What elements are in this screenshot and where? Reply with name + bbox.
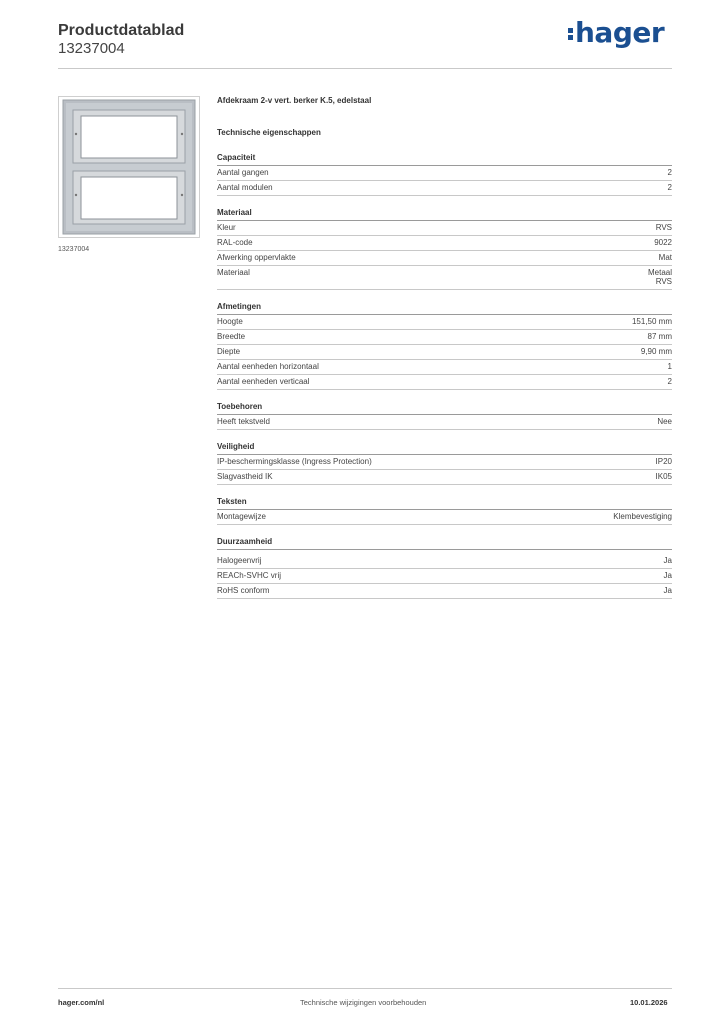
- spec-row: [217, 569, 672, 584]
- spec-value: 9,90 mm: [640, 347, 672, 356]
- footer-date: 10.01.2026: [630, 998, 668, 1007]
- spec-row: [217, 266, 672, 290]
- spec-value: 1: [667, 362, 672, 371]
- spec-value: 9022: [654, 238, 672, 247]
- hager-logo: [568, 16, 664, 49]
- spec-label: Halogeenvrij: [217, 556, 262, 565]
- group-title: Capaciteit: [217, 153, 672, 166]
- spec-group-afmetingen: [217, 302, 672, 390]
- logo-dots-icon: [568, 26, 573, 42]
- group-title: Afmetingen: [217, 302, 672, 315]
- group-title: Teksten: [217, 497, 672, 510]
- spec-value: 2: [667, 183, 672, 192]
- spec-label: Aantal eenheden verticaal: [217, 377, 310, 386]
- group-title: Toebehoren: [217, 402, 672, 415]
- spec-row: [217, 415, 672, 430]
- spec-value: 87 mm: [647, 332, 672, 341]
- spec-label: RAL-code: [217, 238, 253, 247]
- group-title: Materiaal: [217, 208, 672, 221]
- group-title: Duurzaamheid: [217, 537, 672, 550]
- spec-label: Diepte: [217, 347, 241, 356]
- product-image: [58, 96, 200, 238]
- spec-row: [217, 554, 672, 569]
- spec-row: [217, 470, 672, 485]
- spec-row: [217, 166, 672, 181]
- spec-group-veiligheid: [217, 442, 672, 485]
- spec-value: Mat: [658, 253, 672, 262]
- spec-row: [217, 360, 672, 375]
- spec-row: [217, 330, 672, 345]
- spec-row: [217, 455, 672, 470]
- spec-value: IK05: [655, 472, 672, 481]
- spec-value: Metaal: [647, 268, 672, 277]
- spec-group-capaciteit: [217, 153, 672, 196]
- spec-value: 151,50 mm: [631, 317, 672, 326]
- spec-value: IP20: [655, 457, 672, 466]
- spec-row: [217, 345, 672, 360]
- footer-website-link[interactable]: hager.com/nl: [58, 998, 105, 1007]
- spec-row: [217, 221, 672, 236]
- spec-label: Kleur: [217, 223, 236, 232]
- header-divider: [58, 68, 672, 69]
- footer-divider: [58, 988, 672, 989]
- spec-label: Aantal eenheden horizontaal: [217, 362, 319, 371]
- group-title: Veiligheid: [217, 442, 672, 455]
- spec-value: Ja: [663, 586, 672, 595]
- product-image-caption: 13237004: [58, 246, 90, 253]
- spec-value: RVS: [655, 223, 672, 232]
- section-heading: Technische eigenschappen: [217, 128, 321, 137]
- cover-frame-icon: [59, 97, 199, 237]
- page-title: Productdatablad: [58, 22, 185, 39]
- spec-group-toebehoren: [217, 402, 672, 430]
- spec-label: Afwerking oppervlakte: [217, 253, 296, 262]
- spec-label: Aantal modulen: [217, 183, 273, 192]
- spec-value: Klembevestiging: [613, 512, 672, 521]
- spec-label: Slagvastheid IK: [217, 472, 273, 481]
- spec-row: [217, 181, 672, 196]
- spec-row: [217, 236, 672, 251]
- spec-value: 2: [667, 377, 672, 386]
- spec-label: Montagewijze: [217, 512, 266, 521]
- spec-label: Heeft tekstveld: [217, 417, 270, 426]
- spec-label: RoHS conform: [217, 586, 270, 595]
- spec-label: REACh-SVHC vrij: [217, 571, 282, 580]
- spec-group-materiaal: [217, 208, 672, 290]
- spec-row: [217, 510, 672, 525]
- spec-row: [217, 584, 672, 599]
- spec-content: [217, 96, 672, 611]
- product-code: 13237004: [58, 40, 125, 57]
- spec-group-duurzaamheid: [217, 537, 672, 599]
- spec-value-multi: [648, 268, 672, 286]
- footer-disclaimer: Technische wijzigingen voorbehouden: [300, 998, 427, 1007]
- spec-value: Ja: [663, 556, 672, 565]
- spec-row: [217, 375, 672, 390]
- spec-label: Aantal gangen: [217, 168, 269, 177]
- spec-value: Nee: [657, 417, 672, 426]
- product-name: Afdekraam 2-v vert. berker K.5, edelstaal: [217, 96, 372, 105]
- spec-label: Breedte: [217, 332, 246, 341]
- spec-value-secondary: RVS: [655, 277, 672, 286]
- spec-label: Hoogte: [217, 317, 243, 326]
- logo-text: hager: [575, 16, 665, 49]
- spec-group-teksten: [217, 497, 672, 525]
- spec-value: Ja: [663, 571, 672, 580]
- spec-value: 2: [667, 168, 672, 177]
- spec-label: IP-beschermingsklasse (Ingress Protection): [217, 457, 372, 466]
- spec-label: Materiaal: [217, 268, 250, 277]
- spec-row: [217, 315, 672, 330]
- spec-row: [217, 251, 672, 266]
